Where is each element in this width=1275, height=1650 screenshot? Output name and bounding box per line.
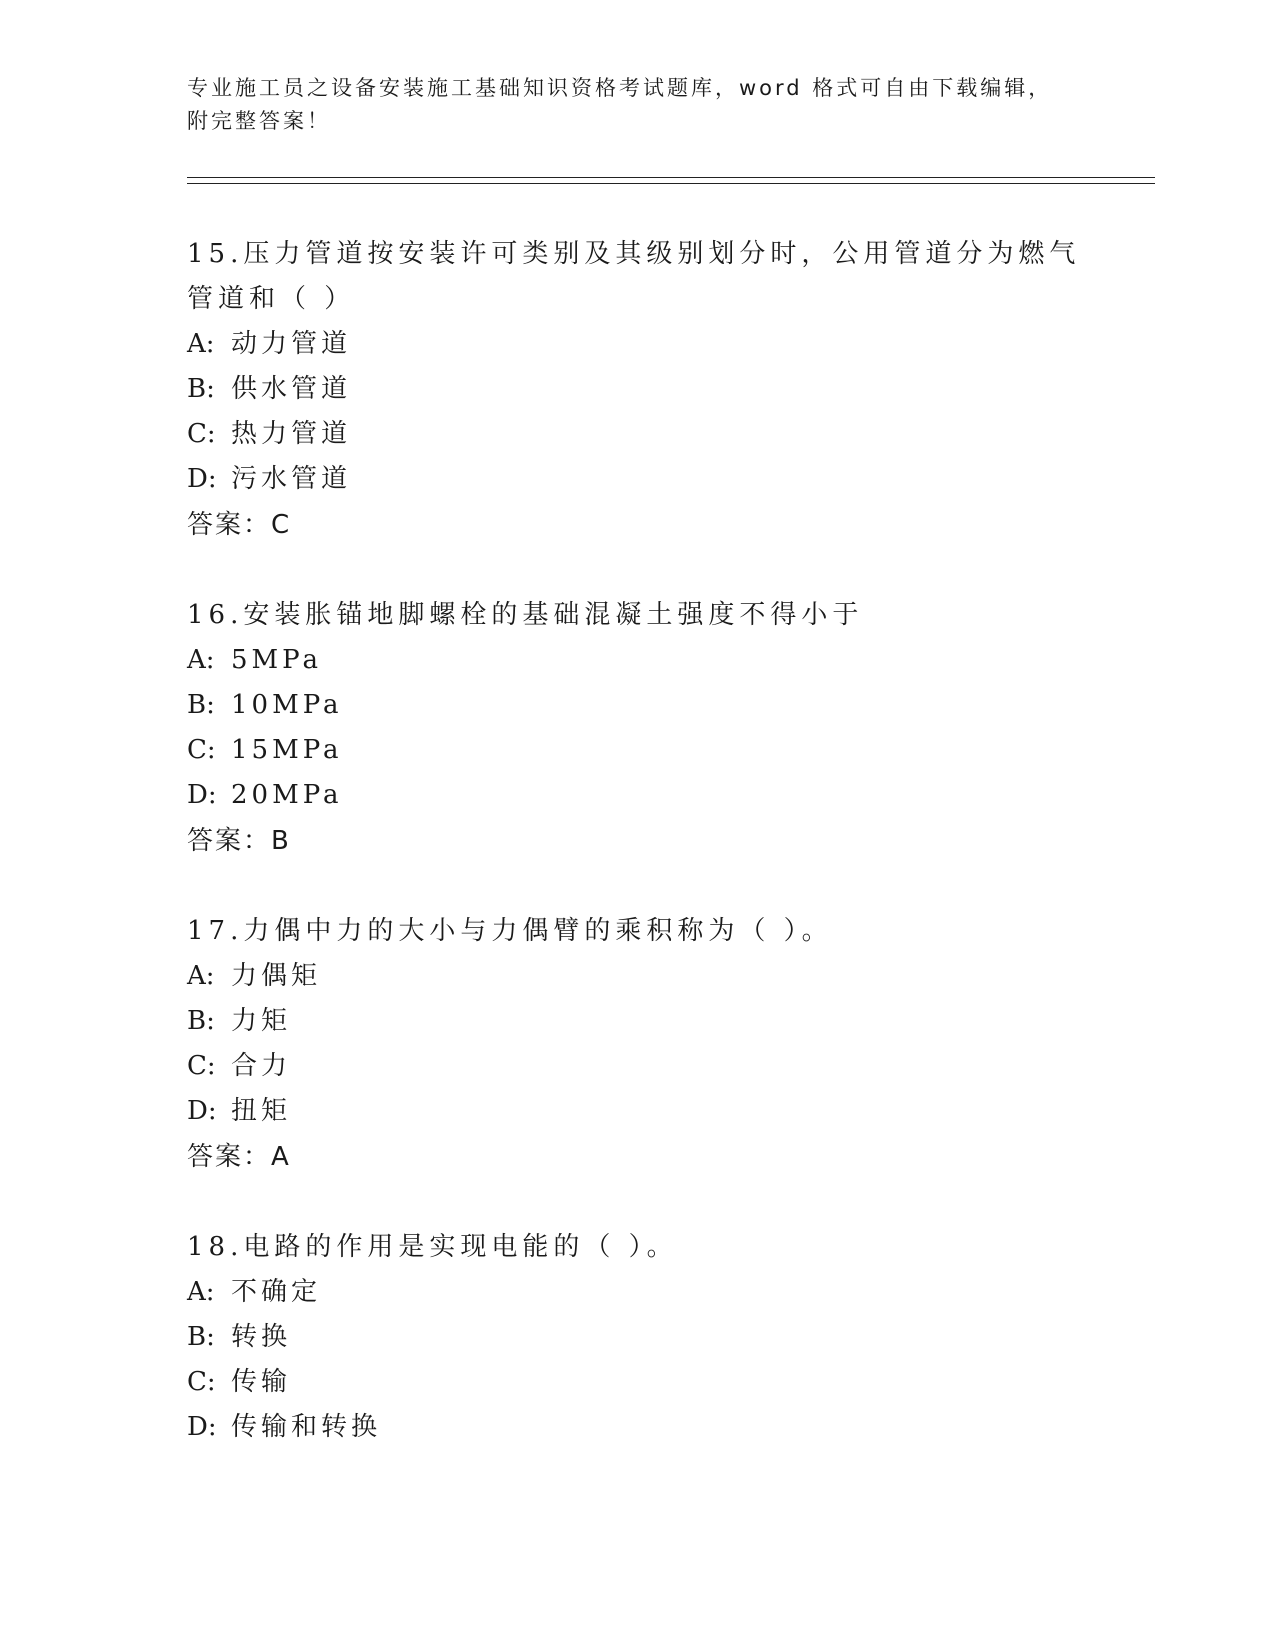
option-text: 力矩	[231, 1006, 292, 1036]
header-divider-bottom	[187, 183, 1155, 184]
option-c	[187, 1044, 1087, 1089]
option-text: 扭矩	[231, 1096, 292, 1126]
option-text: 传输和转换	[231, 1412, 382, 1442]
option-key: C:	[187, 735, 216, 765]
question-list	[187, 232, 1087, 1450]
question-stem: 15.压力管道按安装许可类别及其级别划分时，公用管道分为燃气管道和（ ）	[187, 239, 1081, 314]
option-d	[187, 1405, 1087, 1450]
question-15	[187, 232, 1087, 548]
option-b	[187, 683, 1087, 728]
option-key: C:	[187, 419, 216, 449]
option-a	[187, 954, 1087, 999]
question-spacer	[187, 864, 1087, 909]
option-b	[187, 367, 1087, 412]
option-text: 热力管道	[231, 419, 352, 449]
option-c	[187, 412, 1087, 457]
option-text: 5MPa	[231, 645, 322, 675]
option-text: 15MPa	[231, 735, 343, 765]
option-d	[187, 457, 1087, 502]
question-18	[187, 1225, 1087, 1450]
option-key: B:	[187, 1322, 215, 1352]
option-key: A:	[187, 1277, 215, 1307]
option-key: C:	[187, 1051, 216, 1081]
header-divider-top	[187, 177, 1155, 178]
option-key: A:	[187, 645, 215, 675]
option-key: A:	[187, 329, 215, 359]
answer-line: 答案：B	[187, 826, 291, 856]
question-stem: 16.安装胀锚地脚螺栓的基础混凝土强度不得小于	[187, 600, 864, 630]
option-text: 力偶矩	[231, 961, 322, 991]
option-c	[187, 728, 1087, 773]
document-header	[187, 72, 1067, 138]
option-key: D:	[187, 1412, 217, 1442]
option-key: C:	[187, 1367, 216, 1397]
question-spacer	[187, 548, 1087, 593]
option-d	[187, 773, 1087, 818]
question-16	[187, 593, 1087, 864]
option-text: 合力	[231, 1051, 292, 1081]
option-key: B:	[187, 1006, 215, 1036]
option-key: B:	[187, 374, 215, 404]
option-text: 不确定	[231, 1277, 322, 1307]
header-intro-line-1: 专业施工员之设备安装施工基础知识资格考试题库，word 格式可自由下载编辑，	[187, 76, 1053, 100]
option-text: 转换	[231, 1322, 292, 1352]
option-text: 10MPa	[231, 690, 343, 720]
option-a	[187, 322, 1087, 367]
option-b	[187, 1315, 1087, 1360]
answer-line: 答案：C	[187, 510, 292, 540]
option-text: 传输	[231, 1367, 292, 1397]
question-stem: 17.力偶中力的大小与力偶臂的乘积称为（ ）。	[187, 916, 833, 946]
option-text: 污水管道	[231, 464, 352, 494]
option-text: 动力管道	[231, 329, 352, 359]
option-key: D:	[187, 464, 217, 494]
question-stem: 18.电路的作用是实现电能的（ ）。	[187, 1232, 678, 1262]
option-text: 20MPa	[231, 780, 343, 810]
header-intro-line-2: 附完整答案！	[187, 109, 331, 133]
option-a	[187, 638, 1087, 683]
option-c	[187, 1360, 1087, 1405]
answer-line: 答案：A	[187, 1142, 291, 1172]
option-a	[187, 1270, 1087, 1315]
option-key: A:	[187, 961, 215, 991]
question-spacer	[187, 1180, 1087, 1225]
question-17	[187, 909, 1087, 1180]
option-d	[187, 1089, 1087, 1134]
option-key: B:	[187, 690, 215, 720]
option-b	[187, 999, 1087, 1044]
option-key: D:	[187, 1096, 217, 1126]
option-text: 供水管道	[231, 374, 352, 404]
option-key: D:	[187, 780, 217, 810]
